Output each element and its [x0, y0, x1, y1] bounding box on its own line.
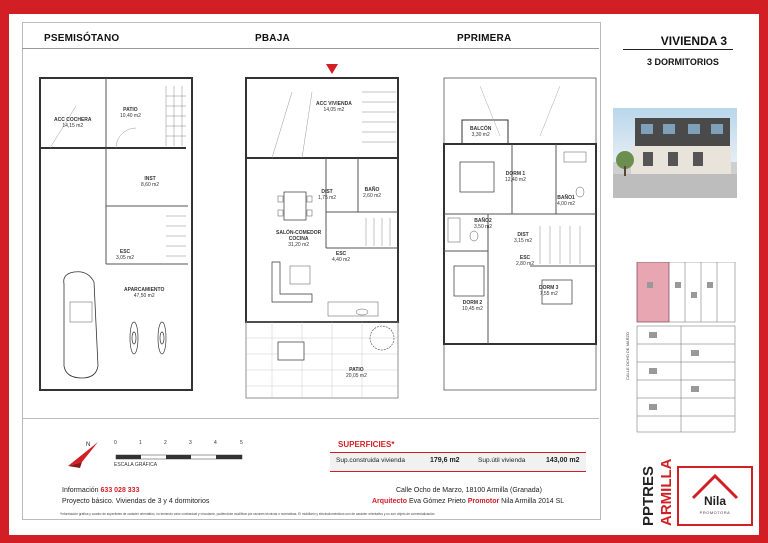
site-plan — [625, 262, 737, 434]
disclaimer: *Información gráfica y cuadro de superficies de carácter orientativo, no teniendo valor contractual y vinculante, pudiéndose modificar por razones técnicas o normativas. El mobiliario y electrodomésticos son de carácter orientativo y no son objeto de comercialización. — [60, 512, 436, 516]
level-title-basement: PSEMISÓTANO — [44, 33, 120, 44]
scale-tick: 0 — [114, 440, 117, 446]
built-area-value: 179,6 m2 — [430, 457, 460, 464]
scale-bar — [114, 451, 244, 461]
room-bano1: BAÑO1 4,00 m2 — [557, 195, 576, 207]
building-render — [613, 108, 737, 198]
dwelling-header — [623, 32, 733, 50]
room-patio-basement: PATIO 10,40 m2 — [120, 107, 141, 119]
built-area-label: Sup.construida vivienda — [336, 457, 406, 464]
phone-number[interactable]: 633 028 333 — [100, 487, 140, 494]
building-render-drawing — [613, 108, 737, 198]
address: Calle Ocho de Marzo, 18100 Armilla (Granada) — [396, 487, 542, 494]
room-aparcamiento: APARCAMIENTO 47,50 m2 — [124, 287, 165, 299]
frame-bottom — [0, 535, 768, 543]
frame-left — [0, 0, 9, 543]
room-dorm3: DORM 3 7,55 m2 — [539, 285, 559, 297]
room-esc-basement: ESC 3,05 m2 — [116, 249, 135, 261]
scale-tick: 3 — [189, 440, 192, 446]
logo-subtext: PROMOTORA — [699, 510, 731, 515]
footer-divider — [22, 418, 599, 419]
room-inst: INST 8,60 m2 — [141, 176, 160, 188]
room-bano2: BAÑO2 3,50 m2 — [474, 218, 493, 230]
svg-text:N: N — [86, 442, 91, 448]
useful-area-value: 143,00 m2 — [546, 457, 580, 464]
scale-tick: 5 — [240, 440, 243, 446]
room-dorm1: DORM 1 12,40 m2 — [505, 171, 526, 183]
room-patio-ground: PATIO 20,05 m2 — [346, 367, 367, 379]
frame-right — [759, 0, 768, 543]
level-title-first: PPRIMERA — [457, 33, 512, 44]
bedroom-count: 3 DORMITORIOS — [647, 57, 719, 67]
promoter-name: Nila Armilla 2014 SL — [501, 498, 565, 505]
title-divider — [22, 48, 599, 49]
level-title-ground: PBAJA — [255, 33, 290, 44]
site-street-label: CALLE OCHO DE MARZO — [625, 331, 630, 380]
scale-tick: 1 — [139, 440, 142, 446]
credits-line — [372, 498, 564, 505]
info-label: Información — [62, 487, 99, 494]
room-dist-first: DIST 3,15 m2 — [514, 232, 533, 244]
project-name-line1: PPTRES — [640, 465, 657, 526]
dwelling-title: VIVIENDA 3 — [660, 34, 727, 48]
logo-text: Nila — [703, 494, 726, 508]
architect-label: Arquitecto — [372, 498, 407, 505]
project-name-line2: ARMILLA — [658, 458, 675, 526]
room-salon-cocina: SALÓN-COMEDOR COCINA 31,20 m2 — [276, 230, 322, 248]
surfaces-title: SUPERFICIES* — [338, 440, 395, 449]
scale-tick: 4 — [214, 440, 217, 446]
project-description: Proyecto básico. Viviendas de 3 y 4 dormitorios — [62, 498, 210, 505]
info-line — [62, 487, 139, 494]
scale-label: ESCALA GRÁFICA — [114, 462, 158, 468]
room-bano-ground: BAÑO 2,60 m2 — [363, 187, 382, 199]
room-acc-cochera: ACC COCHERA 14,15 m2 — [54, 117, 92, 129]
room-esc-first: ESC 2,80 m2 — [516, 255, 535, 267]
north-arrow-icon — [60, 438, 104, 472]
room-balcon: BALCÓN 3,30 m2 — [470, 126, 492, 138]
promoter-label: Promotor — [467, 498, 500, 505]
surfaces-box — [330, 452, 586, 472]
graphic-scale — [114, 448, 244, 458]
room-esc-ground: ESC 4,40 m2 — [332, 251, 351, 263]
architect-name: Eva Gómez Prieto — [408, 498, 466, 505]
promoter-logo — [677, 466, 753, 526]
room-acc-vivienda: ACC VIVIENDA 14,05 m2 — [316, 101, 352, 113]
useful-area-label: Sup.útil vivienda — [478, 457, 526, 464]
ground-plan — [242, 62, 402, 402]
site-plan-drawing — [625, 262, 737, 434]
frame-top — [0, 0, 768, 14]
room-dist-ground: DIST 1,75 m2 — [318, 189, 337, 201]
room-dorm2: DORM 2 10,45 m2 — [462, 300, 483, 312]
scale-tick: 2 — [164, 440, 167, 446]
